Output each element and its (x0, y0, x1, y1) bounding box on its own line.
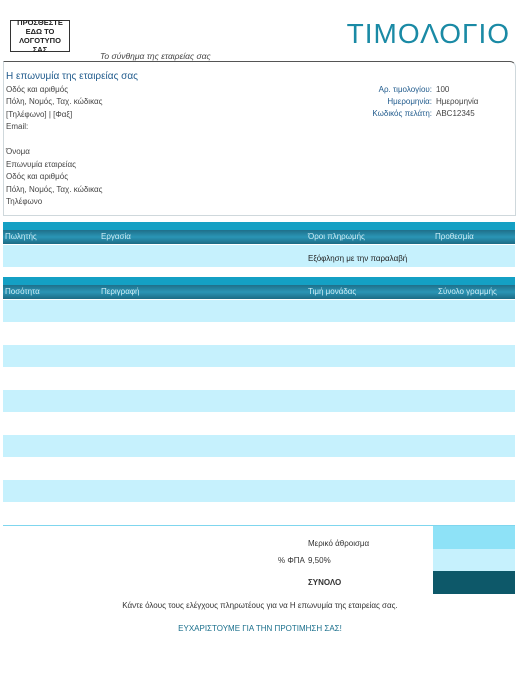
table-row (3, 345, 515, 367)
thank-you-note: ΕΥΧΑΡΙΣΤΟΥΜΕ ΓΙΑ ΤΗΝ ΠΡΟΤΙΜΗΣΗ ΣΑΣ! (178, 624, 342, 633)
sender-street: Οδός και αριθμός (6, 85, 69, 94)
vat-label: % ΦΠΑ (278, 556, 305, 565)
job-table-header (3, 230, 515, 244)
total-label: ΣΥΝΟΛΟ (308, 578, 342, 587)
col-description: Περιγραφή (101, 287, 140, 296)
checks-payable-note: Κάντε όλους τους ελέγχους πληρωτέους για να Η επωνυμία της εταιρείας σας. (122, 601, 398, 610)
sender-phone-fax: [Τηλέφωνο] | [Φαξ] (6, 110, 73, 119)
col-due-date: Προθεσμία (435, 232, 474, 241)
customer-code: ABC12345 (436, 109, 475, 118)
table-row (3, 390, 515, 412)
table-row (3, 480, 515, 502)
col-payment-terms: Όροι πληρωμής (308, 232, 365, 241)
sender-company: Η επωνυμία της εταιρείας σας (6, 71, 138, 82)
date-value: Ημερομηνία (436, 97, 479, 106)
date-label: Ημερομηνία: (387, 97, 432, 106)
recipient-name: Όνομα (6, 147, 30, 156)
company-slogan: Το σύνθημα της εταιρείας σας (100, 51, 211, 61)
job-table-row (3, 245, 515, 267)
subtotal-cell (433, 526, 515, 549)
items-table-header (3, 285, 515, 299)
col-quantity: Ποσότητα (5, 287, 40, 296)
col-line-total: Σύνολο γραμμής (438, 287, 497, 296)
logo-placeholder: ΠΡΟΣΘΕΣΤΕ ΕΔΩ ΤΟ ΛΟΓΟΤΥΠΟ ΣΑΣ (10, 20, 70, 52)
sender-email: Email: (6, 122, 29, 131)
total-cell (433, 571, 515, 594)
recipient-city: Πόλη, Νομός, Ταχ. κώδικας (6, 185, 103, 194)
table-row (3, 435, 515, 457)
col-unit-price: Τιμή μονάδας (308, 287, 357, 296)
sender-city: Πόλη, Νομός, Ταχ. κώδικας (6, 97, 103, 106)
recipient-street: Οδός και αριθμός (6, 172, 69, 181)
items-table-top-bar (3, 277, 515, 285)
job-table-top-bar (3, 222, 515, 230)
recipient-company: Επωνυμία εταιρείας (6, 160, 76, 169)
invoice-number: 100 (436, 85, 450, 94)
invoice-number-label: Αρ. τιμολογίου: (378, 85, 432, 94)
customer-code-label: Κωδικός πελάτη: (372, 109, 432, 118)
vat-rate: 9,50% (308, 556, 331, 565)
subtotal-label: Μερικό άθροισμα (308, 539, 370, 548)
invoice-title: ΤΙΜΟΛΟΓΙΟ (346, 18, 510, 49)
payment-terms-value: Εξόφληση με την παραλαβή (308, 254, 408, 263)
vat-cell (433, 549, 515, 571)
table-row (3, 300, 515, 322)
col-salesperson: Πωλητής (5, 232, 37, 241)
recipient-phone: Τηλέφωνο (6, 197, 43, 206)
col-job: Εργασία (101, 232, 131, 241)
